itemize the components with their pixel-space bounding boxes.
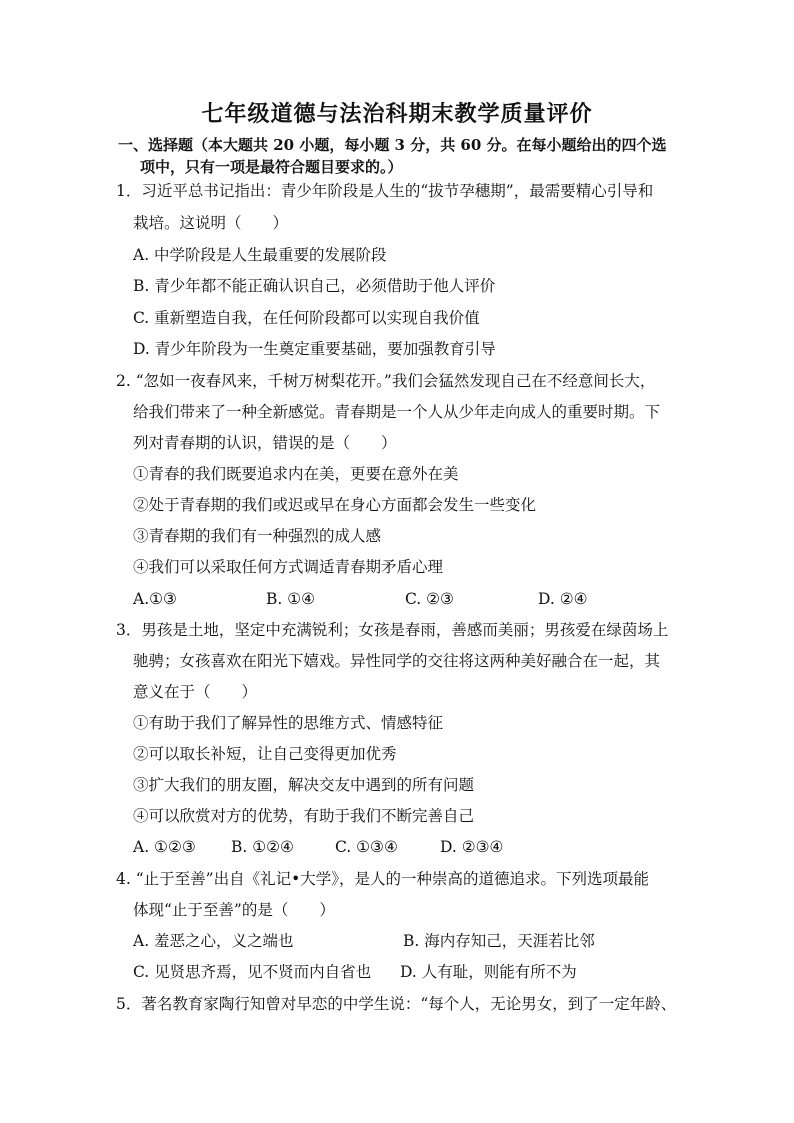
question-1-option-d: D. 青少年阶段为一生奠定重要基础，要加强教育引导 <box>133 340 496 358</box>
question-1-stem-line1: 1．习近平总书记指出：青少年阶段是人生的“拔节孕穗期”，最需要精心引导和 <box>116 182 654 200</box>
question-4-option-c: C. 见贤思齐焉，见不贤而内自省也 <box>133 963 372 981</box>
question-2-statement-4: ④我们可以采取任何方式调适青春期矛盾心理 <box>133 558 444 576</box>
question-2-statement-3: ③青春期的我们有一种强烈的成人感 <box>133 527 382 545</box>
question-4-option-b: B. 海内存知己，天涯若比邻 <box>403 932 595 950</box>
question-2-statement-2: ②处于青春期的我们或迟或早在身心方面都会发生一些变化 <box>133 496 537 514</box>
question-4-stem-line2: 体现“止于至善”的是（ ） <box>133 901 335 919</box>
question-2-stem-line3: 列对青春期的认识，错误的是（ ） <box>133 434 397 452</box>
question-3-stem-line1: 3．男孩是土地，坚定中充满锐利；女孩是春雨，善感而美丽；男孩爱在绿茵场上 <box>116 621 669 639</box>
question-2-option-b: B. ①④ <box>266 590 316 608</box>
question-3-option-c: C. ①③④ <box>335 838 398 856</box>
question-3-option-a: A. ①②③ <box>133 838 196 856</box>
question-2-option-d: D. ②④ <box>538 590 588 608</box>
question-3-option-d: D. ②③④ <box>440 838 504 856</box>
section-heading-line1: 一、选择题（本大题共 20 小题，每小题 3 分，共 60 分。在每小题给出的四个选 <box>118 136 667 154</box>
question-3-statement-1: ①有助于我们了解异性的思维方式、情感特征 <box>133 714 444 732</box>
question-3-stem-line3: 意义在于（ ） <box>133 683 258 701</box>
section-heading-line2: 项中，只有一项是最符合题目要求的。） <box>140 158 403 176</box>
section-heading <box>118 134 693 178</box>
question-4-option-d: D. 人有耻，则能有所不为 <box>400 963 577 981</box>
question-3-statement-3: ③扩大我们的朋友圈，解决交友中遇到的所有问题 <box>133 776 475 794</box>
page-title: 七年级道德与法治科期末教学质量评价 <box>201 101 593 127</box>
question-2-stem-line1: 2. “忽如一夜春风来，千树万树梨花开。”我们会猛然发现自己在不经意间长大， <box>116 372 656 390</box>
question-4-option-a: A. 羞恶之心，义之端也 <box>133 932 294 950</box>
question-2-option-a: A.①③ <box>133 590 177 608</box>
question-4-stem-line1: 4. “止于至善”出自《礼记•大学》，是人的一种崇高的道德追求。下列选项最能 <box>116 870 649 888</box>
question-1-stem-line2: 栽培。这说明（ ） <box>133 214 289 232</box>
question-3-stem-line2: 驰骋；女孩喜欢在阳光下嬉戏。异性同学的交往将这两种美好融合在一起，其 <box>133 652 661 670</box>
question-3-statement-2: ②可以取长补短，让自己变得更加优秀 <box>133 745 397 763</box>
question-5-stem-line1: 5．著名教育家陶行知曾对早恋的中学生说：“每个人，无论男女，到了一定年龄、 <box>116 995 677 1013</box>
question-1-option-c: C. 重新塑造自我，在任何阶段都可以实现自我价值 <box>133 309 480 327</box>
question-2-option-c: C. ②③ <box>405 590 454 608</box>
question-2-statement-1: ①青春的我们既要追求内在美，更要在意外在美 <box>133 465 459 483</box>
question-2-stem-line2: 给我们带来了一种全新感觉。青春期是一个人从少年走向成人的重要时期。下 <box>133 403 661 421</box>
question-3-option-b: B. ①②④ <box>231 838 294 856</box>
question-3-statement-4: ④可以欣赏对方的优势，有助于我们不断完善自己 <box>133 807 475 825</box>
question-1-option-b: B. 青少年都不能正确认识自己，必须借助于他人评价 <box>133 277 496 295</box>
question-1-option-a: A. 中学阶段是人生最重要的发展阶段 <box>133 246 387 264</box>
